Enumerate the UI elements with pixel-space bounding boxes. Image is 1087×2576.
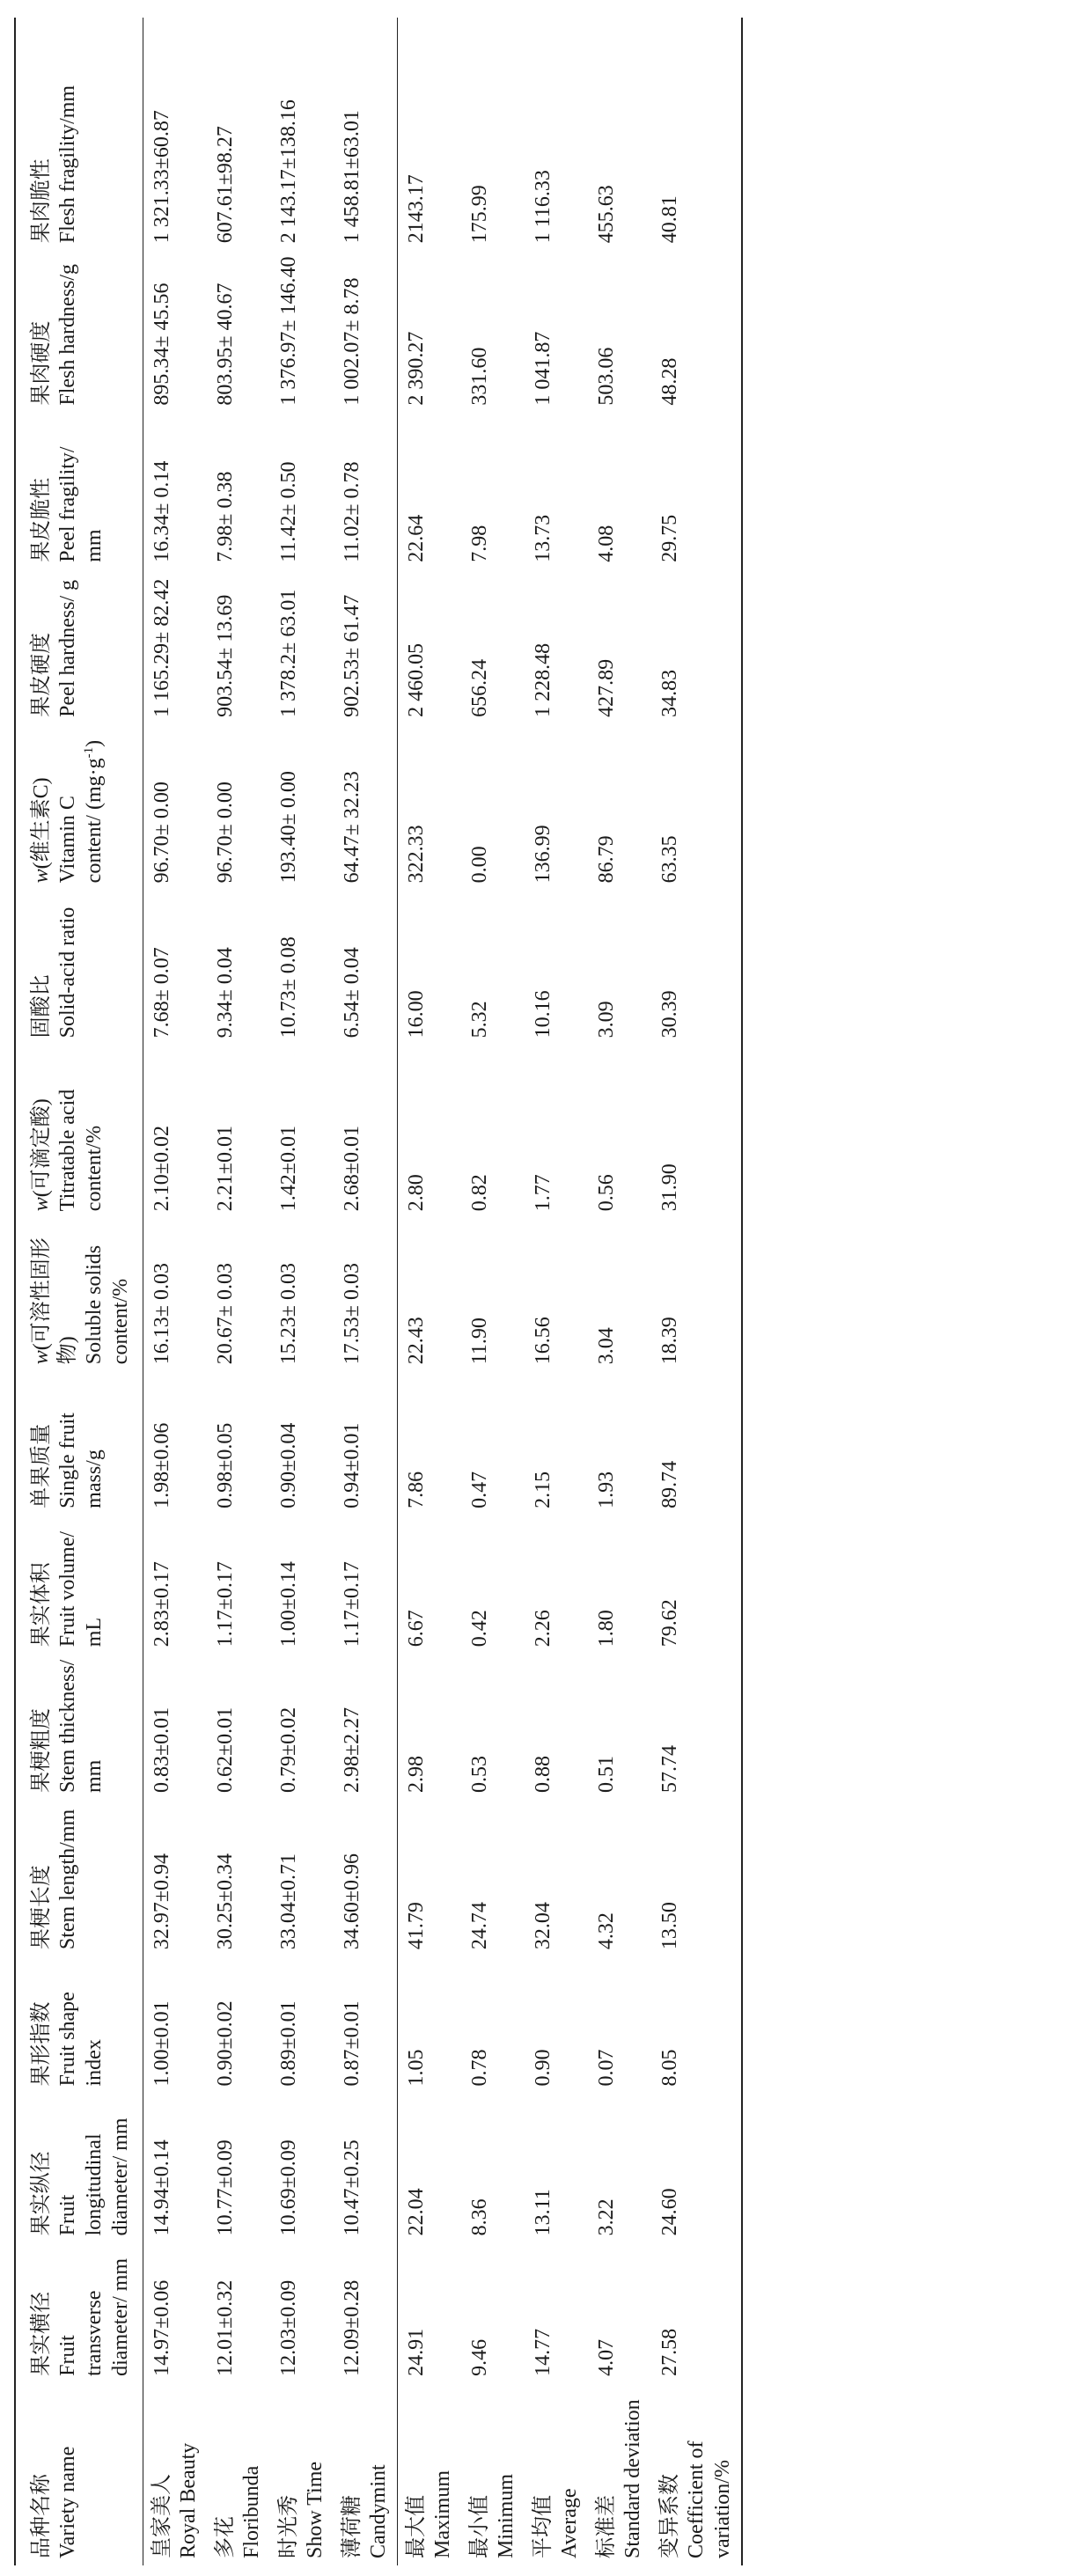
column-header-zh: 果梗粗度 xyxy=(30,1708,53,1793)
table-cell: 24.91 xyxy=(405,2328,428,2376)
column-header-zh: 果皮脆性 xyxy=(30,477,53,562)
column-header-en: Fruit longitudinal diameter/ mm xyxy=(56,2117,132,2236)
table-cell: 9.46 xyxy=(468,2338,491,2376)
table-cell: 902.53± 61.47 xyxy=(334,569,398,724)
row-name-cell xyxy=(207,2383,270,2565)
row-name-en: Minimum xyxy=(495,2473,518,2558)
column-header-en: Soluble solids content/% xyxy=(83,1244,132,1365)
column-header-zh: w(可溶性固形物) xyxy=(30,1237,79,1365)
table-cell: 2.80 xyxy=(405,1174,428,1212)
table-cell: 33.04±0.71 xyxy=(277,1853,300,1950)
table-cell: 1 165.29± 82.42 xyxy=(151,578,173,717)
table-cell: 0.51 xyxy=(595,1756,618,1793)
table-cell: 2.26 xyxy=(532,1610,555,1648)
table-cell: 1.00±0.14 xyxy=(277,1561,300,1648)
table-cell: 2.98±2.27 xyxy=(334,1654,398,1800)
table-cell: 455.63 xyxy=(595,185,618,244)
row-name-zh: 时光秀 xyxy=(277,2495,300,2558)
table-cell: 27.58 xyxy=(651,2242,742,2383)
row-name-en: Show Time xyxy=(304,2461,327,2558)
table-cell: 3.09 xyxy=(595,1001,618,1038)
table-cell: 1.00±0.01 xyxy=(151,2000,173,2087)
column-header xyxy=(15,2094,143,2243)
column-header xyxy=(15,2383,143,2565)
table-cell: 0.42 xyxy=(468,1610,491,1648)
table-row xyxy=(461,18,525,2565)
table-cell: 16.56 xyxy=(532,1317,555,1365)
column-header-zh: 果皮硬度 xyxy=(30,632,53,717)
table-cell: 13.73 xyxy=(532,514,555,562)
table-cell: 0.07 xyxy=(595,2049,618,2087)
table-body xyxy=(143,18,743,2565)
table-cell: 4.32 xyxy=(595,1912,618,1950)
column-header xyxy=(15,2242,143,2383)
table-cell: 4.07 xyxy=(595,2338,618,2376)
table-cell: 8.05 xyxy=(651,1956,742,2093)
table-cell: 2.83±0.17 xyxy=(151,1561,173,1648)
table-cell: 16.34± 0.14 xyxy=(151,460,173,562)
table-cell: 607.61±98.27 xyxy=(214,126,237,244)
table-cell: 503.06 xyxy=(595,347,618,406)
table-cell: 30.25±0.34 xyxy=(214,1853,237,1950)
row-name-zh: 皇家美人 xyxy=(151,2474,173,2558)
table-cell: 64.47± 32.23 xyxy=(334,724,398,891)
table-cell: 40.81 xyxy=(651,18,742,250)
table-cell: 2.68±0.01 xyxy=(334,1045,398,1218)
row-name-zh: 平均值 xyxy=(532,2495,555,2558)
column-header xyxy=(15,18,143,250)
table-cell: 0.83±0.01 xyxy=(151,1706,173,1793)
column-header-zh: 果肉硬度 xyxy=(30,320,53,406)
row-name-cell xyxy=(143,2383,208,2565)
table-cell: 1 321.33±60.87 xyxy=(151,110,173,244)
column-header-zh: w(维生素C) xyxy=(30,777,53,884)
table-cell: 1 376.97± 146.40 xyxy=(277,256,300,406)
table-cell: 0.94±0.01 xyxy=(334,1371,398,1516)
table-cell: 7.68± 0.07 xyxy=(151,947,173,1038)
table-cell: 322.33 xyxy=(405,825,428,884)
table-cell: 14.97±0.06 xyxy=(151,2279,173,2376)
table-cell: 0.89±0.01 xyxy=(277,2000,300,2087)
table-cell: 0.88 xyxy=(532,1756,555,1793)
table-cell: 2 390.27 xyxy=(405,331,428,406)
table-cell: 136.99 xyxy=(532,825,555,884)
column-header-en: Stem length/mm xyxy=(56,1809,79,1950)
table-row xyxy=(651,18,742,2565)
table-row xyxy=(270,18,334,2565)
table-cell: 2.98 xyxy=(405,1756,428,1793)
table-cell: 0.90±0.04 xyxy=(277,1422,300,1508)
table-cell: 7.98 xyxy=(468,525,491,562)
row-name-en: Floribunda xyxy=(240,2465,263,2558)
column-header xyxy=(15,724,143,891)
row-name-zh: 最小值 xyxy=(468,2495,491,2558)
table-cell: 1.05 xyxy=(405,2049,428,2087)
table-cell: 903.54± 13.69 xyxy=(214,594,237,717)
column-header-zh: 果形指数 xyxy=(30,2001,53,2087)
table-row xyxy=(143,18,208,2565)
row-name-cell xyxy=(651,2383,742,2565)
column-header-en: Single fruit mass/g xyxy=(56,1413,106,1508)
table-cell: 0.53 xyxy=(468,1756,491,1793)
table-cell: 3.04 xyxy=(595,1327,618,1365)
table-cell: 11.90 xyxy=(468,1317,491,1365)
table-cell: 20.67± 0.03 xyxy=(214,1263,237,1365)
table-cell: 63.35 xyxy=(651,724,742,891)
row-name-zh: 薄荷糖 xyxy=(341,2495,364,2558)
table-cell: 16.00 xyxy=(405,990,428,1038)
table-cell: 656.24 xyxy=(468,658,491,717)
table-cell: 79.62 xyxy=(651,1516,742,1654)
column-header-en: Fruit volume/ mL xyxy=(56,1530,106,1648)
table-header-row xyxy=(15,18,143,2565)
column-header xyxy=(15,1218,143,1371)
table-row xyxy=(525,18,588,2565)
row-name-cell xyxy=(525,2383,588,2565)
column-header-en: Solid-acid ratio xyxy=(56,906,79,1038)
table-cell: 2143.17 xyxy=(405,174,428,244)
table-cell: 2.21±0.01 xyxy=(214,1126,237,1212)
table-cell: 0.47 xyxy=(468,1471,491,1508)
table-cell: 1 002.07± 8.78 xyxy=(334,250,398,412)
column-header-zh: 果实体积 xyxy=(30,1562,53,1648)
table-cell: 14.94±0.14 xyxy=(151,2139,173,2236)
table-cell: 89.74 xyxy=(651,1371,742,1516)
table-cell: 895.34± 45.56 xyxy=(151,283,173,406)
table-cell: 24.60 xyxy=(651,2094,742,2243)
table-cell: 0.00 xyxy=(468,846,491,884)
table-cell: 0.82 xyxy=(468,1174,491,1212)
column-header xyxy=(15,1654,143,1800)
table-cell: 48.28 xyxy=(651,250,742,412)
column-header xyxy=(15,890,143,1045)
table-cell: 1.17±0.17 xyxy=(214,1561,237,1648)
table-cell: 2 143.17±138.16 xyxy=(277,99,300,244)
table-cell: 9.34± 0.04 xyxy=(214,947,237,1038)
table-cell: 12.09±0.28 xyxy=(334,2242,398,2383)
column-header-en: Peel fragility/ mm xyxy=(56,446,106,562)
column-header xyxy=(15,250,143,412)
table-cell: 4.08 xyxy=(595,525,618,562)
table-cell: 331.60 xyxy=(468,347,491,406)
table-row xyxy=(334,18,398,2565)
table-row xyxy=(588,18,651,2565)
table-cell: 1 458.81±63.01 xyxy=(334,18,398,250)
column-header xyxy=(15,1800,143,1956)
table-cell: 193.40± 0.00 xyxy=(277,771,300,884)
table-cell: 18.39 xyxy=(651,1218,742,1371)
table-cell: 10.69±0.09 xyxy=(277,2139,300,2236)
table-cell: 2.10±0.02 xyxy=(151,1126,173,1212)
table-cell: 11.02± 0.78 xyxy=(334,413,398,569)
table-cell: 0.90±0.02 xyxy=(214,2000,237,2087)
table-cell: 34.83 xyxy=(651,569,742,724)
column-header-en: Flesh fragility/mm xyxy=(56,84,79,244)
table-cell: 1.77 xyxy=(532,1174,555,1212)
row-name-cell xyxy=(334,2383,398,2565)
column-header xyxy=(15,569,143,724)
column-header-en: Titratable acid content/% xyxy=(56,1089,106,1212)
table-cell: 22.64 xyxy=(405,514,428,562)
column-header xyxy=(15,413,143,569)
table-cell: 29.75 xyxy=(651,413,742,569)
row-name-zh: 标准差 xyxy=(595,2495,618,2558)
table-cell: 30.39 xyxy=(651,890,742,1045)
table-cell: 41.79 xyxy=(405,1902,428,1950)
table-cell: 12.03±0.09 xyxy=(277,2279,300,2376)
column-header-en: Flesh hardness/g xyxy=(56,263,79,406)
table-cell: 6.54± 0.04 xyxy=(334,890,398,1045)
table-cell: 8.36 xyxy=(468,2198,491,2236)
table-cell: 96.70± 0.00 xyxy=(214,782,237,884)
table-cell: 2 460.05 xyxy=(405,642,428,717)
table-cell: 22.43 xyxy=(405,1317,428,1365)
row-name-zh: 多花 xyxy=(214,2516,237,2558)
row-name-en: Royal Beauty xyxy=(177,2442,200,2558)
table-cell: 1 228.48 xyxy=(532,642,555,717)
table-cell: 17.53± 0.03 xyxy=(334,1218,398,1371)
row-name-en: Coefficient of variation/% xyxy=(685,2440,734,2558)
table-cell: 24.74 xyxy=(468,1902,491,1950)
column-header-zh: 固酸比 xyxy=(30,974,53,1038)
row-name-zh: 变异系数 xyxy=(658,2474,681,2558)
table-cell: 1.80 xyxy=(595,1610,618,1648)
table-cell: 1 116.33 xyxy=(532,170,555,244)
table-cell: 10.77±0.09 xyxy=(214,2139,237,2236)
table-cell: 13.11 xyxy=(532,2189,555,2236)
table-cell: 0.87±0.01 xyxy=(334,1956,398,2093)
row-name-cell xyxy=(270,2383,334,2565)
table-cell: 13.50 xyxy=(651,1800,742,1956)
table-cell: 16.13± 0.03 xyxy=(151,1263,173,1365)
column-header xyxy=(15,1045,143,1218)
table-cell: 803.95± 40.67 xyxy=(214,283,237,406)
table-cell: 5.32 xyxy=(468,1001,491,1038)
column-header-zh: 果梗长度 xyxy=(30,1865,53,1950)
column-header-zh: 果实纵径 xyxy=(30,2151,53,2236)
table-cell: 2.15 xyxy=(532,1471,555,1508)
table-cell: 7.98± 0.38 xyxy=(214,471,237,562)
table-cell: 22.04 xyxy=(405,2188,428,2236)
column-header xyxy=(15,1516,143,1654)
table-cell: 6.67 xyxy=(405,1610,428,1648)
table-row xyxy=(207,18,270,2565)
table-cell: 427.89 xyxy=(595,658,618,717)
table-cell: 32.97±0.94 xyxy=(151,1853,173,1950)
column-header-zh: 果肉脆性 xyxy=(30,158,53,244)
column-header-zh: 品种名称 xyxy=(30,2474,53,2558)
table-cell: 1.42±0.01 xyxy=(277,1126,300,1212)
row-name-en: Average xyxy=(558,2488,581,2558)
row-name-en: Candymint xyxy=(367,2464,390,2558)
column-header-zh: 果实横径 xyxy=(30,2291,53,2376)
table-cell: 11.42± 0.50 xyxy=(277,461,300,562)
table-cell: 15.23± 0.03 xyxy=(277,1263,300,1365)
table-cell: 0.79±0.02 xyxy=(277,1706,300,1793)
table-cell: 0.98±0.05 xyxy=(214,1422,237,1508)
table-cell: 175.99 xyxy=(468,185,491,244)
table-cell: 32.04 xyxy=(532,1902,555,1950)
table-cell: 34.60±0.96 xyxy=(334,1800,398,1956)
column-header xyxy=(15,1371,143,1516)
table-cell: 1 378.2± 63.01 xyxy=(277,589,300,717)
table-cell: 31.90 xyxy=(651,1045,742,1218)
column-header-zh: 单果质量 xyxy=(30,1423,53,1508)
table-row xyxy=(398,18,462,2565)
table-cell: 0.56 xyxy=(595,1174,618,1212)
column-header-en: Fruit shape index xyxy=(56,1992,106,2087)
column-header-zh: w(可滴定酸) xyxy=(30,1098,53,1212)
table-cell: 1.17±0.17 xyxy=(334,1516,398,1654)
table-cell: 10.16 xyxy=(532,990,555,1038)
table-cell: 0.90 xyxy=(532,2049,555,2087)
column-header-en: Fruit transverse diameter/ mm xyxy=(56,2257,132,2376)
column-header xyxy=(15,1956,143,2093)
column-header-en: Stem thickness/ mm xyxy=(56,1659,106,1793)
column-header-en: Vitamin C content/ $(mg\cdot g^{-1})$ xyxy=(56,739,106,884)
table-cell: 96.70± 0.00 xyxy=(151,782,173,884)
column-header-en: Peel hardness/ g xyxy=(56,579,79,717)
table-cell: 1 041.87 xyxy=(532,331,555,406)
row-name-zh: 最大值 xyxy=(405,2495,428,2558)
row-name-cell xyxy=(461,2383,525,2565)
table-cell: 1.93 xyxy=(595,1471,618,1508)
column-header-en: Variety name xyxy=(56,2446,79,2558)
table-cell: 86.79 xyxy=(595,835,618,884)
table-cell: 10.73± 0.08 xyxy=(277,936,300,1038)
table-cell: 14.77 xyxy=(532,2328,555,2376)
row-name-en: Standard deviation xyxy=(621,2399,644,2558)
table-cell: 0.78 xyxy=(468,2049,491,2087)
table-cell: 7.86 xyxy=(405,1471,428,1508)
data-table xyxy=(14,18,743,2565)
row-name-cell xyxy=(588,2383,651,2565)
table-cell: 1.98±0.06 xyxy=(151,1422,173,1508)
row-name-en: Maximum xyxy=(431,2470,454,2558)
row-name-cell xyxy=(398,2383,462,2565)
table-cell: 10.47±0.25 xyxy=(334,2094,398,2243)
table-cell: 3.22 xyxy=(595,2198,618,2236)
table-cell: 57.74 xyxy=(651,1654,742,1800)
table-cell: 12.01±0.32 xyxy=(214,2279,237,2376)
table-cell: 0.62±0.01 xyxy=(214,1706,237,1793)
